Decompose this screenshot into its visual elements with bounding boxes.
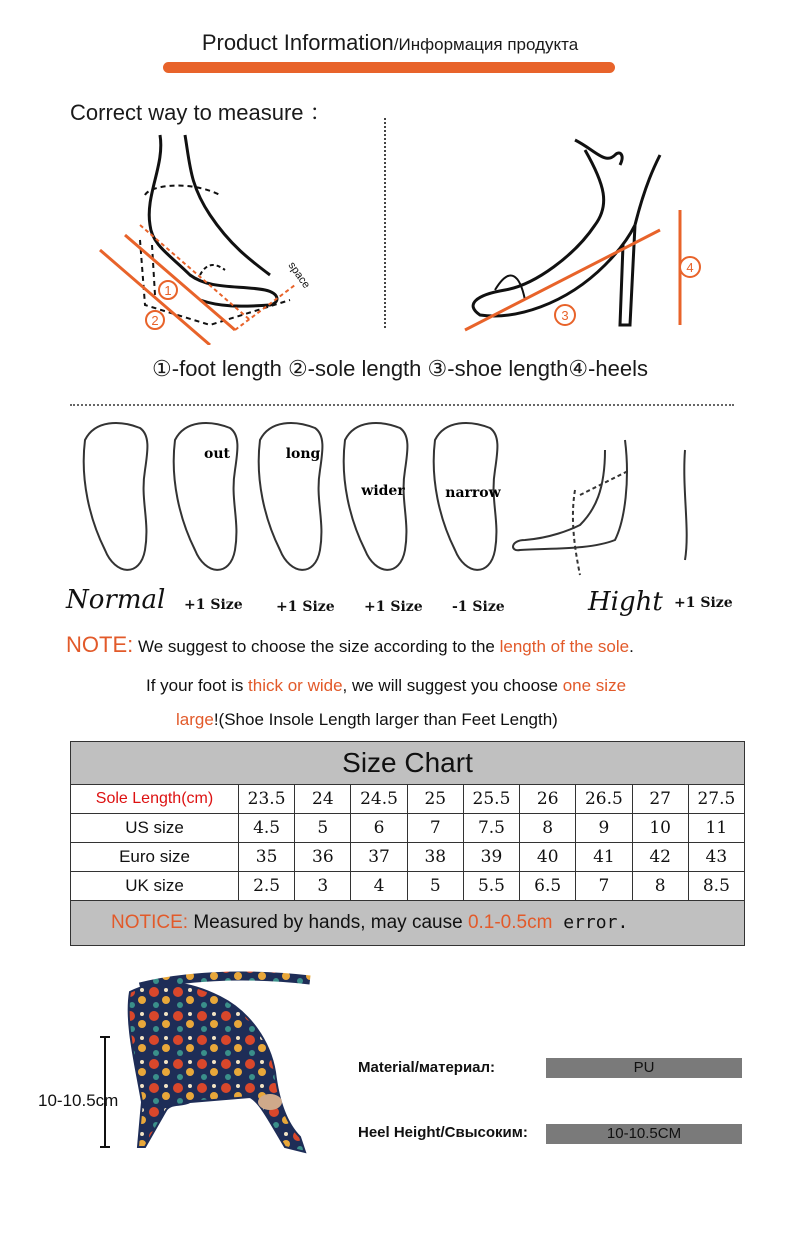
notice-body: Measured by hands, may cause (188, 912, 468, 933)
table-row (71, 872, 745, 901)
foot-measure-illustration (90, 125, 330, 345)
note-line-2 (146, 676, 626, 696)
vertical-divider (384, 118, 386, 328)
table-cell: 25 (407, 785, 463, 814)
size-note-wider: +1 Size (364, 599, 423, 615)
foot-shapes-illustration (70, 400, 730, 595)
table-cell: 7 (407, 814, 463, 843)
page-title (0, 30, 780, 56)
table-cell: 27 (632, 785, 688, 814)
table-cell: 36 (295, 843, 351, 872)
note-line-3 (176, 710, 558, 730)
caption-out: out (204, 446, 230, 462)
title-english: Product Information (201, 30, 394, 55)
notice-text (71, 901, 745, 946)
table-cell: 39 (463, 843, 519, 872)
row-label-euro-size: Euro size (71, 843, 239, 872)
notice-range: 0.1-0.5cm (467, 912, 553, 933)
heel-height-value-bar (546, 1124, 742, 1144)
size-note-out: +1 Size (184, 597, 243, 613)
space-label: space (285, 259, 313, 291)
heel-dimension-label: 10-10.5cm (38, 1091, 119, 1110)
row-label-uk-size: UK size (71, 872, 239, 901)
notice-error: error. (552, 912, 629, 933)
table-cell: 8.5 (688, 872, 744, 901)
table-cell: 25.5 (463, 785, 519, 814)
note-text: If your foot is (146, 676, 249, 695)
heel-measure-illustration (455, 125, 715, 350)
table-row (71, 843, 745, 872)
marker-3: 3 (561, 308, 569, 323)
table-cell: 4.5 (239, 814, 295, 843)
table-cell: 24.5 (351, 785, 407, 814)
table-cell: 5.5 (463, 872, 519, 901)
table-cell: 6.5 (520, 872, 576, 901)
title-russian: /Информация продукта (393, 35, 579, 54)
table-cell: 8 (632, 872, 688, 901)
table-row (71, 785, 745, 814)
material-label: Material/материал: (358, 1059, 496, 1076)
material-value: PU (633, 1059, 655, 1076)
table-row (71, 814, 745, 843)
title-underline-bar (163, 62, 615, 73)
size-note-high: Hight (588, 587, 663, 617)
table-cell: 37 (351, 843, 407, 872)
marker-2: 2 (151, 313, 159, 328)
marker-4: 4 (686, 260, 694, 275)
table-cell: 2.5 (239, 872, 295, 901)
table-cell: 27.5 (688, 785, 744, 814)
notice-label: NOTICE: (111, 912, 189, 933)
table-cell: 10 (632, 814, 688, 843)
table-cell: 43 (688, 843, 744, 872)
row-label-us-size: US size (71, 814, 239, 843)
measure-heading: Correct way to measure ： (70, 100, 332, 125)
size-chart-title: Size Chart (71, 742, 745, 785)
table-cell: 4 (351, 872, 407, 901)
table-cell: 38 (407, 843, 463, 872)
caption-narrow: narrow (445, 485, 501, 501)
size-chart-header (71, 742, 745, 785)
table-cell: 41 (576, 843, 632, 872)
table-cell: 40 (520, 843, 576, 872)
note-highlight: one size (562, 676, 627, 695)
note-text: We suggest to choose the size according to the (133, 637, 500, 656)
measure-legend: ①-foot length ②-sole length ③-shoe length④-heels (152, 356, 648, 381)
size-note-high-size: +1 Size (674, 595, 733, 611)
caption-long: long (285, 446, 321, 462)
table-cell: 7.5 (463, 814, 519, 843)
table-cell: 3 (295, 872, 351, 901)
table-cell: 23.5 (239, 785, 295, 814)
row-label-sole-length: Sole Length(cm) (71, 785, 239, 814)
table-cell: 6 (351, 814, 407, 843)
notice-row (71, 901, 745, 946)
table-cell: 7 (576, 872, 632, 901)
table-cell: 26.5 (576, 785, 632, 814)
size-note-narrow: -1 Size (452, 599, 505, 615)
note-text: !(Shoe Insole Length larger than Feet Length) (213, 710, 558, 729)
product-shoe-image (100, 962, 360, 1157)
size-note-long: +1 Size (276, 599, 335, 615)
table-cell: 5 (295, 814, 351, 843)
table-cell: 8 (520, 814, 576, 843)
material-value-bar (546, 1058, 742, 1078)
table-cell: 35 (239, 843, 295, 872)
table-cell: 24 (295, 785, 351, 814)
heel-height-label: Heel Height/Свысоким: (358, 1124, 528, 1141)
table-cell: 26 (520, 785, 576, 814)
note-text: , we will suggest you choose (342, 676, 563, 695)
size-chart-table (70, 741, 745, 946)
note-highlight: length of the sole (499, 637, 630, 656)
table-cell: 42 (632, 843, 688, 872)
note-highlight: thick or wide (248, 676, 343, 695)
note-highlight: large (176, 710, 214, 729)
note-label: NOTE: (66, 632, 134, 657)
heel-height-value: 10-10.5CM (606, 1125, 682, 1142)
marker-1: 1 (164, 283, 172, 298)
size-note-normal: Normal (66, 585, 166, 615)
caption-wider: wider (361, 483, 405, 499)
table-cell: 11 (688, 814, 744, 843)
note-line-1 (66, 632, 634, 658)
note-text: . (629, 637, 634, 656)
table-cell: 5 (407, 872, 463, 901)
table-cell: 9 (576, 814, 632, 843)
